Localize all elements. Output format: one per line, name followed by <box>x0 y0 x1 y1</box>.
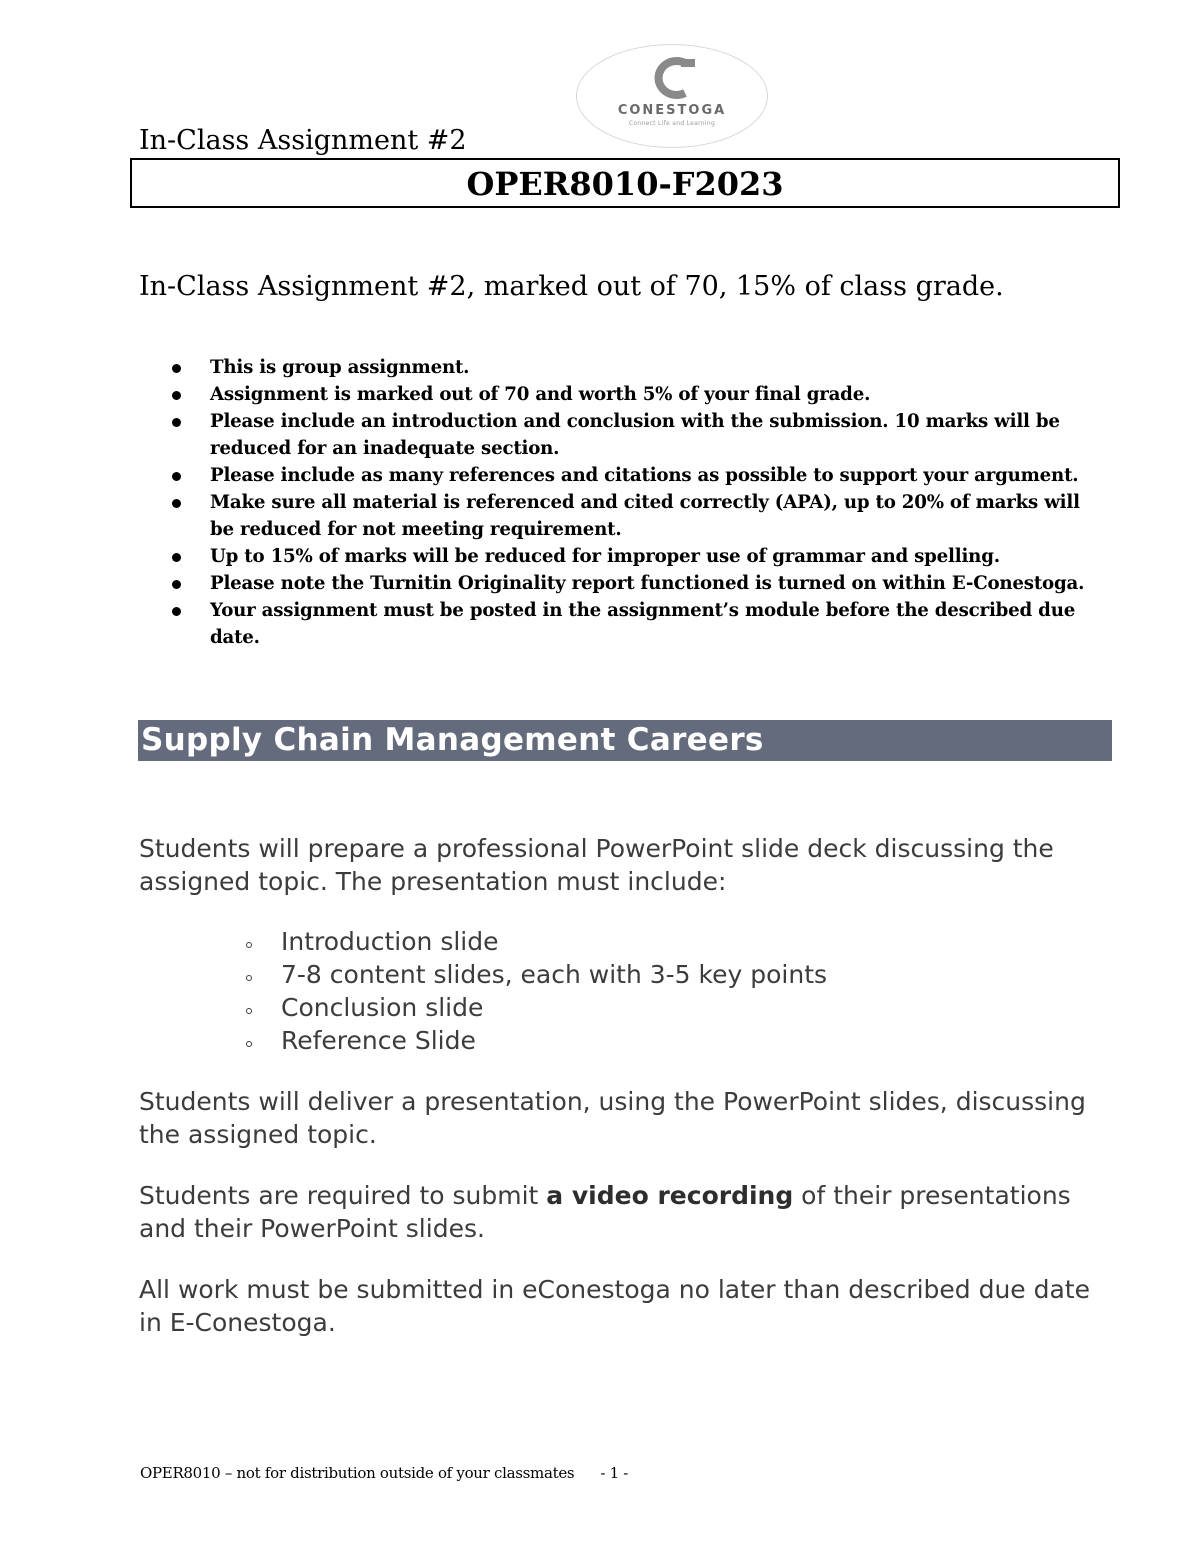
rule-item: Your assignment must be posted in the assignment’s module before the described due date. <box>140 597 1100 651</box>
list-item: Introduction slide <box>244 925 827 958</box>
emphasis-video-recording: a video recording <box>546 1181 794 1210</box>
circle-bullet-icon <box>246 975 252 981</box>
bullet-icon <box>172 499 181 508</box>
page-footer <box>140 1462 628 1484</box>
section-heading: Supply Chain Management Careers <box>138 720 1112 761</box>
conestoga-logo <box>576 44 768 148</box>
logo-wordmark: CONESTOGA <box>617 103 727 118</box>
assignment-label: In-Class Assignment #2 <box>139 125 467 156</box>
rule-item: Please note the Turnitin Originality report functioned is turned on within E-Conestoga. <box>140 570 1100 597</box>
paragraph-video: Students are required to submit a video recording of their presentations and their PowerPoint slides. <box>139 1181 1071 1243</box>
bullet-icon <box>172 553 181 562</box>
circle-bullet-icon <box>246 942 252 948</box>
bullet-icon <box>172 580 181 589</box>
rule-item: This is group assignment. <box>140 354 1100 381</box>
paragraph-deck: Students will prepare a professional PowerPoint slide deck discussing the assigned topic. The presentation must include: <box>139 834 1054 896</box>
rule-item: Make sure all material is referenced and cited correctly (APA), up to 20% of marks will be reduced for not meeting requirement. <box>140 489 1100 543</box>
bullet-icon <box>172 391 181 400</box>
slide-requirements-list <box>244 925 827 1057</box>
logo-tagline: Connect Life and Learning <box>628 120 716 127</box>
rule-item: Up to 15% of marks will be reduced for improper use of grammar and spelling. <box>140 543 1100 570</box>
circle-bullet-icon <box>246 1041 252 1047</box>
course-code-box <box>130 158 1120 208</box>
list-item: Reference Slide <box>244 1024 827 1057</box>
list-item: 7-8 content slides, each with 3-5 key points <box>244 958 827 991</box>
bullet-icon <box>172 418 181 427</box>
page-number: - 1 - <box>600 1464 629 1482</box>
course-code: OPER8010-F2023 <box>466 165 784 203</box>
footer-text: OPER8010 – not for distribution outside of your classmates <box>140 1464 575 1482</box>
circle-bullet-icon <box>246 1008 252 1014</box>
bullet-icon <box>172 607 181 616</box>
assignment-summary: In-Class Assignment #2, marked out of 70, 15% of class grade. <box>139 271 1004 302</box>
rule-item: Please include as many references and citations as possible to support your argument. <box>140 462 1100 489</box>
bullet-icon <box>172 364 181 373</box>
rules-list <box>140 354 1100 651</box>
paragraph-submission: All work must be submitted in eConestoga no later than described due date in E-Conestoga. <box>139 1275 1090 1337</box>
rule-item: Assignment is marked out of 70 and worth 5% of your final grade. <box>140 381 1100 408</box>
rule-item: Please include an introduction and conclusion with the submission. 10 marks will be reduced for an inadequate section. <box>140 408 1100 462</box>
bullet-icon <box>172 472 181 481</box>
c-logo-icon <box>641 57 705 101</box>
list-item: Conclusion slide <box>244 991 827 1024</box>
paragraph-presentation: Students will deliver a presentation, using the PowerPoint slides, discussing the assigned topic. <box>139 1087 1086 1149</box>
